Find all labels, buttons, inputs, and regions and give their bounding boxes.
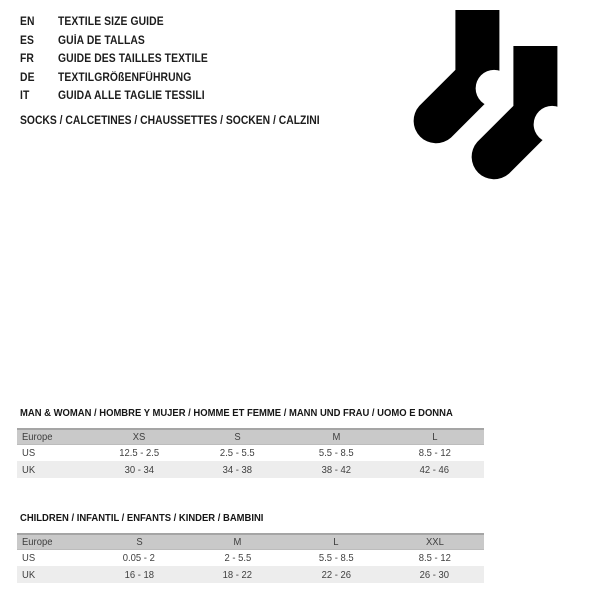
- table-header-row: [17, 534, 484, 549]
- language-label: TEXTILE SIZE GUIDE: [58, 16, 164, 28]
- language-code: IT: [20, 90, 30, 102]
- size-cell: 2.5 - 5.5: [220, 446, 256, 459]
- header-cell-size: S: [136, 535, 143, 548]
- header-cell-size: M: [332, 430, 341, 443]
- size-cell: 38 - 42: [321, 463, 351, 476]
- table-row-us: [17, 549, 484, 566]
- size-cell: 30 - 34: [124, 463, 154, 476]
- header-cell-size: L: [333, 535, 339, 548]
- size-cell: 42 - 46: [420, 463, 450, 476]
- table-header-row: [17, 429, 484, 444]
- size-cell: 18 - 22: [223, 568, 253, 581]
- size-cell: 0.05 - 2: [123, 551, 156, 564]
- language-row-es: [20, 32, 225, 51]
- language-label: TEXTILGRÖßENFÜHRUNG: [58, 71, 192, 84]
- table-row-uk: [17, 461, 484, 478]
- size-cell: 8.5 - 12: [418, 551, 451, 564]
- language-label: GUIDA ALLE TAGLIE TESSILI: [58, 90, 205, 102]
- header-cell-size: M: [233, 535, 242, 548]
- size-cell: 2 - 5.5: [224, 551, 252, 564]
- size-cell: 5.5 - 8.5: [318, 551, 354, 564]
- size-cell: 16 - 18: [124, 568, 154, 581]
- language-row-it: [20, 87, 225, 106]
- row-label: UK: [22, 463, 36, 476]
- table-title-children: CHILDREN / INFANTIL / ENFANTS / KINDER / BAMBINI: [20, 512, 264, 524]
- language-code: EN: [20, 16, 35, 28]
- size-cell: 12.5 - 2.5: [119, 446, 160, 459]
- header-cell-size: XXL: [425, 535, 444, 548]
- socks-icon: [403, 8, 571, 190]
- header-cell-size: S: [234, 430, 241, 443]
- header-cell-size: L: [432, 430, 438, 443]
- size-table-children: [17, 533, 484, 583]
- size-cell: 34 - 38: [223, 463, 253, 476]
- language-code: DE: [20, 71, 35, 84]
- header-cell-region: Europe: [22, 430, 53, 443]
- language-list: [20, 13, 225, 106]
- language-row-en: [20, 13, 225, 32]
- language-label: GUÍA DE TALLAS: [58, 34, 145, 47]
- size-cell: 22 - 26: [321, 568, 351, 581]
- language-row-de: [20, 69, 225, 88]
- socks-icon-svg: [403, 8, 571, 190]
- table-row-us: [17, 444, 484, 461]
- size-cell: 26 - 30: [420, 568, 450, 581]
- size-cell: 5.5 - 8.5: [318, 446, 354, 459]
- header-cell-size: XS: [132, 430, 146, 443]
- table-title-man-woman: MAN & WOMAN / HOMBRE Y MUJER / HOMME ET FEMME / MANN UND FRAU / UOMO E DONNA: [20, 407, 453, 419]
- language-row-fr: [20, 50, 225, 69]
- language-label: GUIDE DES TAILLES TEXTILE: [58, 53, 208, 65]
- language-code: FR: [20, 53, 34, 65]
- row-label: US: [22, 551, 36, 564]
- category-title: SOCKS / CALCETINES / CHAUSSETTES / SOCKEN / CALZINI: [20, 115, 320, 127]
- size-cell: 8.5 - 12: [418, 446, 451, 459]
- row-label: US: [22, 446, 36, 459]
- size-table-man-woman: [17, 428, 484, 478]
- table-row-uk: [17, 566, 484, 583]
- header-cell-region: Europe: [22, 535, 53, 548]
- language-code: ES: [20, 34, 34, 47]
- row-label: UK: [22, 568, 36, 581]
